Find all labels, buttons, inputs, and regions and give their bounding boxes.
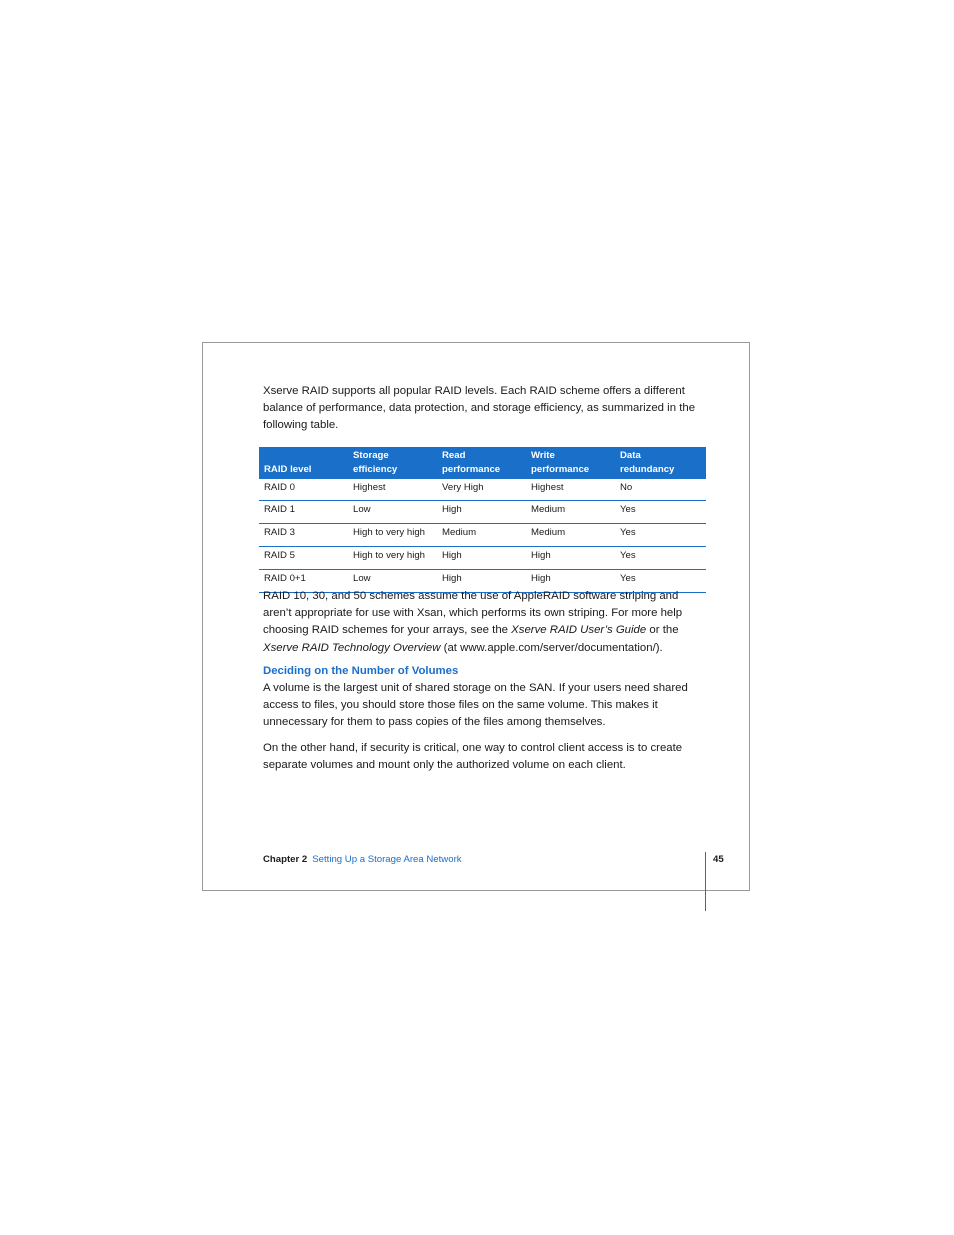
cell-write-performance: Medium (526, 501, 615, 524)
footer-divider (705, 852, 706, 911)
volume-paragraph: A volume is the largest unit of shared storage on the SAN. If your users need shared access to files, you should store those files on the same volume. This makes it unnecessary for them to pass copies of the files among themselves. (263, 682, 688, 729)
header-write-performance: Write performance (526, 447, 615, 479)
chapter-title: Setting Up a Storage Area Network (312, 854, 462, 865)
cell-raid-level: RAID 1 (259, 501, 348, 524)
cell-storage-efficiency: High to very high (348, 524, 437, 547)
cell-storage-efficiency: Highest (348, 479, 437, 501)
header-storage-efficiency: Storage efficiency (348, 447, 437, 479)
table-header-row (259, 447, 706, 479)
cell-data-redundancy: Yes (615, 547, 706, 570)
table-row (259, 501, 706, 524)
cell-read-performance: High (437, 501, 526, 524)
table-row (259, 479, 706, 501)
cell-read-performance: High (437, 570, 526, 593)
doc-reference-user-guide: Xserve RAID User’s Guide (511, 624, 647, 637)
cell-raid-level: RAID 5 (259, 547, 348, 570)
header-raid-level: RAID level (259, 447, 348, 479)
table-row (259, 547, 706, 570)
cell-read-performance: Medium (437, 524, 526, 547)
cell-data-redundancy: Yes (615, 524, 706, 547)
header-read-performance: Read performance (437, 447, 526, 479)
cell-raid-level: RAID 0+1 (259, 570, 348, 593)
cell-data-redundancy: No (615, 479, 706, 501)
chapter-label: Chapter 2 (263, 854, 308, 865)
header-data-redundancy: Data redundancy (615, 447, 706, 479)
intro-paragraph: Xserve RAID supports all popular RAID levels. Each RAID scheme offers a different balance of performance, data protection, and storage efficiency, as summarized in the following table. (263, 385, 696, 432)
striping-paragraph: RAID 10, 30, and 50 schemes assume the use of AppleRAID software striping and aren’t appropriate for use with Xsan, which performs its own striping. For more help choosing RAID schemes for your arrays, see the Xserve RAID User’s Guide or the Xserve RAID Technology Overview (at www.apple.com/server/documentation/). (263, 590, 683, 654)
table-row (259, 524, 706, 547)
doc-reference-technology-overview: Xserve RAID Technology Overview (263, 641, 441, 654)
cell-storage-efficiency: Low (348, 501, 437, 524)
cell-write-performance: Highest (526, 479, 615, 501)
security-paragraph: On the other hand, if security is critical, one way to control client access is to create separate volumes and mount only the authorized volume on each client. (263, 742, 683, 772)
cell-data-redundancy: Yes (615, 570, 706, 593)
cell-read-performance: High (437, 547, 526, 570)
raid-table-container (259, 447, 706, 593)
section-heading: Deciding on the Number of Volumes (263, 665, 459, 677)
raid-level-table (259, 447, 706, 593)
cell-write-performance: High (526, 570, 615, 593)
cell-write-performance: Medium (526, 524, 615, 547)
cell-data-redundancy: Yes (615, 501, 706, 524)
cell-write-performance: High (526, 547, 615, 570)
cell-raid-level: RAID 0 (259, 479, 348, 501)
cell-storage-efficiency: High to very high (348, 547, 437, 570)
page-number: 45 (713, 854, 724, 865)
cell-read-performance: Very High (437, 479, 526, 501)
cell-raid-level: RAID 3 (259, 524, 348, 547)
footer-chapter (263, 853, 462, 867)
cell-storage-efficiency: Low (348, 570, 437, 593)
